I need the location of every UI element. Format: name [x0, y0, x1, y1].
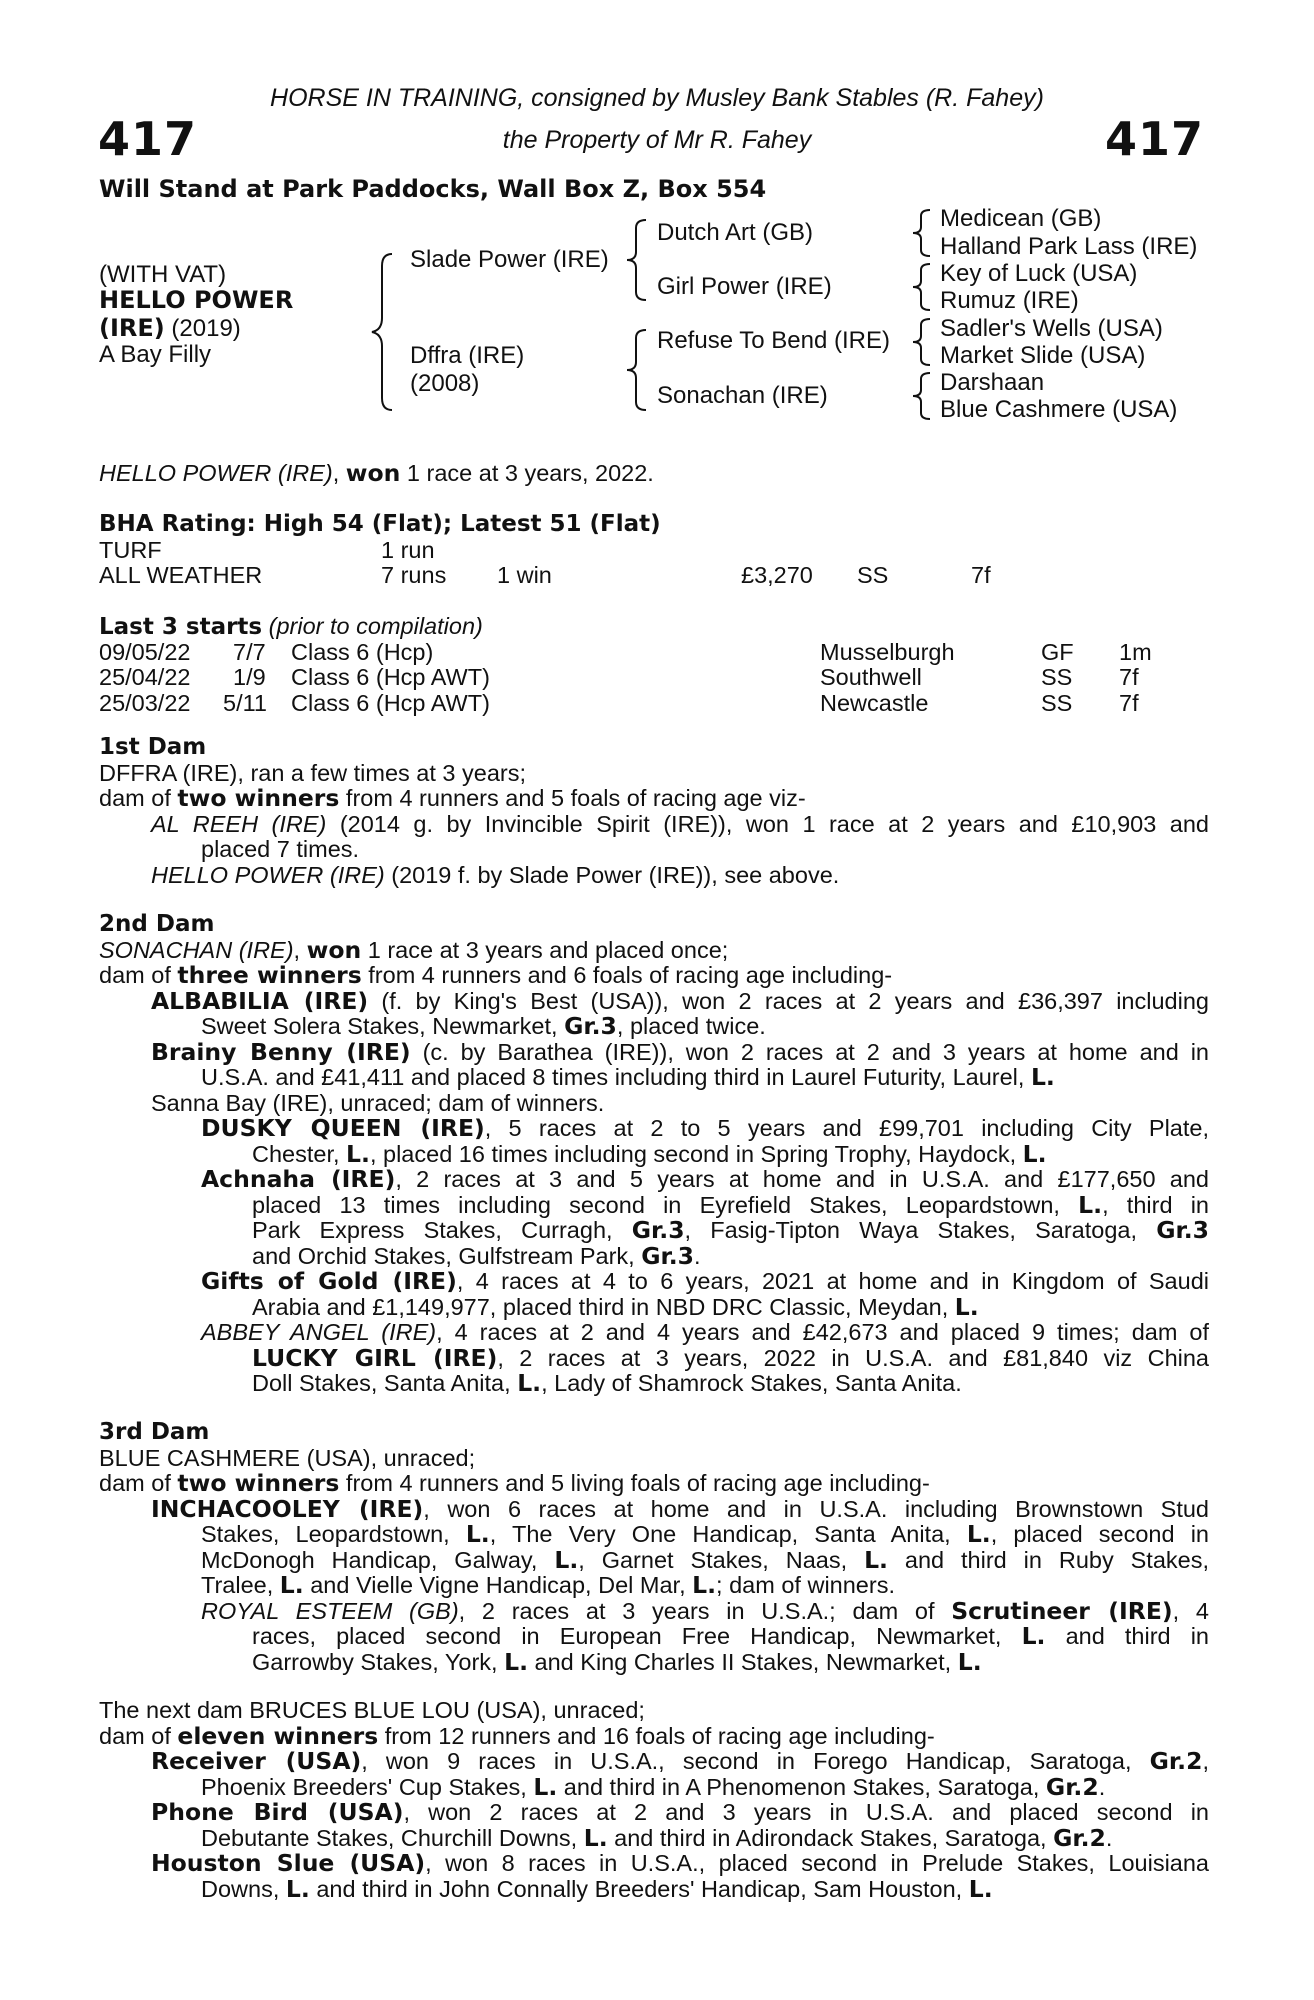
- all-weather-row: ALL WEATHER 7 runs 1 win £3,270 SS 7f: [99, 562, 991, 588]
- sire-sire-dam: Halland Park Lass (IRE): [940, 233, 1198, 260]
- turf-row: TURF 1 run: [99, 536, 435, 563]
- horse-description: A Bay Filly: [99, 341, 212, 368]
- dam-dam-sire: Darshaan: [940, 369, 1045, 396]
- sire-dam-dam: Rumuz (IRE): [940, 287, 1079, 314]
- sire-dam-sire: Key of Luck (USA): [940, 260, 1138, 287]
- next-dam-section: The next dam BRUCES BLUE LOU (USA), unraced; dam of eleven winners from 12 runners and 16 foals of racing age including- Receiver (USA), won 9 races in U.S.A., second in Forego Handicap, Saratoga, Gr.2, Phoenix Breeders' Cup Stakes, L. and third in A Phenomenon Stakes, Saratoga, Gr.2. Phone Bird (USA), won 2 races at 2 and 3 years in U.S.A. and placed second in Debutante Stakes, Churchill Downs, L. and third in Adirondack Stakes, Saratoga, Gr.2. Houston Slue (USA), won 8 races in U.S.A., placed second in Prelude Stakes, Louisiana Downs, L. and third in John Connally Breeders' Handicap, Sam Houston, L.: [99, 1697, 1209, 1903]
- pedigree-brace-sire: [624, 218, 650, 302]
- sire-dam: Girl Power (IRE): [657, 273, 832, 300]
- dam-dam-dam: Blue Cashmere (USA): [940, 396, 1178, 423]
- consignment-line: HORSE IN TRAINING, consigned by Musley Bank Stables (R. Fahey): [270, 84, 1044, 112]
- pedigree-brace-ds: [910, 317, 934, 367]
- pedigree-brace-dd: [910, 371, 934, 421]
- start-row-1: 09/05/22 7/7 Class 6 (Hcp) Musselburgh GF 1m: [99, 638, 1152, 665]
- dam-sire: Refuse To Bend (IRE): [657, 327, 891, 354]
- property-line: the Property of Mr R. Fahey: [502, 126, 812, 154]
- third-dam-section: 3rd Dam BLUE CASHMERE (USA), unraced; dam of two winners from 4 runners and 5 living foals of racing age including- INCHACOOLEY (IRE), won 6 races at home and in U.S.A. including Brownstown Stud Stakes, Leopardstown, L., The Very One Handicap, Santa Anita, L., placed second in McDonogh Handicap, Galway, L., Garnet Stakes, Naas, L. and third in Ruby Stakes, Tralee, L. and Vielle Vigne Handicap, Del Mar, L.; dam of winners. ROYAL ESTEEM (GB), 2 races at 3 years in U.S.A.; dam of Scrutineer (IRE), 4 races, placed second in European Free Handicap, Newmarket, L. and third in Garrowby Stakes, York, L. and King Charles II Stakes, Newmarket, L.: [99, 1419, 1209, 1676]
- dam-dam: Sonachan (IRE): [657, 382, 828, 409]
- second-dam-section: 2nd Dam SONACHAN (IRE), won 1 race at 3 years and placed once; dam of three winners from 4 runners and 6 foals of racing age including- ALBABILIA (IRE) (f. by King's Best (USA)), won 2 races at 2 years and £36,397 including Sweet Solera Stakes, Newmarket, Gr.3, placed twice. Brainy Benny (IRE) (c. by Barathea (IRE)), won 2 races at 2 and 3 years at home and in U.S.A. and £41,411 and placed 8 times including third in Laurel Futurity, Laurel, L. Sanna Bay (IRE), unraced; dam of winners. DUSKY QUEEN (IRE), 5 races at 2 to 5 years and £99,701 including City Plate, Chester, L., placed 16 times including second in Spring Trophy, Haydock, L. Achnaha (IRE), 2 races at 3 and 5 years at home and in U.S.A. and £177,650 and placed 13 times including second in Eyrefield Stakes, Leopardstown, L., third in Park Express Stakes, Curragh, Gr.3, Fasig-Tipton Waya Stakes, Saratoga, Gr.3 and Orchid Stakes, Gulfstream Park, Gr.3. Gifts of Gold (IRE), 4 races at 4 to 6 years, 2021 at home and in Kingdom of Saudi Arabia and £1,149,977, placed third in NBD DRC Classic, Meydan, L. ABBEY ANGEL (IRE), 4 races at 2 and 4 years and £42,673 and placed 9 times; dam of LUCKY GIRL (IRE), 2 races at 3 years, 2022 in U.S.A. and £81,840 viz China Doll Stakes, Santa Anita, L., Lady of Shamrock Stakes, Santa Anita.: [99, 911, 1209, 1397]
- sire-sire: Dutch Art (GB): [657, 219, 814, 246]
- first-dam-section: 1st Dam DFFRA (IRE), ran a few times at 3 years; dam of two winners from 4 runners and 5 foals of racing age viz- AL REEH (IRE) (2014 g. by Invincible Spirit (IRE)), won 1 race at 2 years and £10,903 and placed 7 times. HELLO POWER (IRE) (2019 f. by Slade Power (IRE)), see above.: [99, 734, 1209, 888]
- dam-sire-sire: Sadler's Wells (USA): [940, 315, 1163, 342]
- dam-sire-dam: Market Slide (USA): [940, 342, 1146, 369]
- sire: Slade Power (IRE): [410, 246, 609, 273]
- race-summary: HELLO POWER (IRE), won 1 race at 3 years, 2022.: [99, 459, 654, 487]
- horse-name: HELLO POWER: [99, 286, 294, 314]
- pedigree-brace-main: [368, 252, 398, 412]
- lot-number-left: 417: [98, 112, 198, 166]
- dam-year: (2008): [410, 370, 480, 397]
- sire-sire-sire: Medicean (GB): [940, 205, 1102, 232]
- rating-block: [99, 512, 1209, 589]
- dam: Dffra (IRE): [410, 342, 525, 369]
- bha-rating: BHA Rating: High 54 (Flat); Latest 51 (Flat): [99, 511, 661, 537]
- start-row-3: 25/03/22 5/11 Class 6 (Hcp AWT) Newcastle SS 7f: [99, 689, 1139, 716]
- lot-number-right: 417: [1104, 112, 1204, 166]
- last-starts-block: Last 3 starts (prior to compilation) 09/05/22 7/7 Class 6 (Hcp) Musselburgh GF 1m 25/04/22 1/9 Class 6 (Hcp AWT) Southwell SS 7f 25/03/22 5/11 Class 6 (Hcp AWT) Newcastle SS 7f: [99, 614, 1209, 716]
- horse-origin-year: (IRE) (2019): [99, 314, 241, 342]
- stand-location: Will Stand at Park Paddocks, Wall Box Z, Box 554: [99, 175, 767, 203]
- start-row-2: 25/04/22 1/9 Class 6 (Hcp AWT) Southwell SS 7f: [99, 664, 1139, 690]
- pedigree-brace-ss: [910, 208, 934, 258]
- pedigree-brace-dam: [624, 328, 650, 412]
- vat-label: (WITH VAT): [99, 261, 227, 288]
- pedigree-brace-sd: [910, 262, 934, 312]
